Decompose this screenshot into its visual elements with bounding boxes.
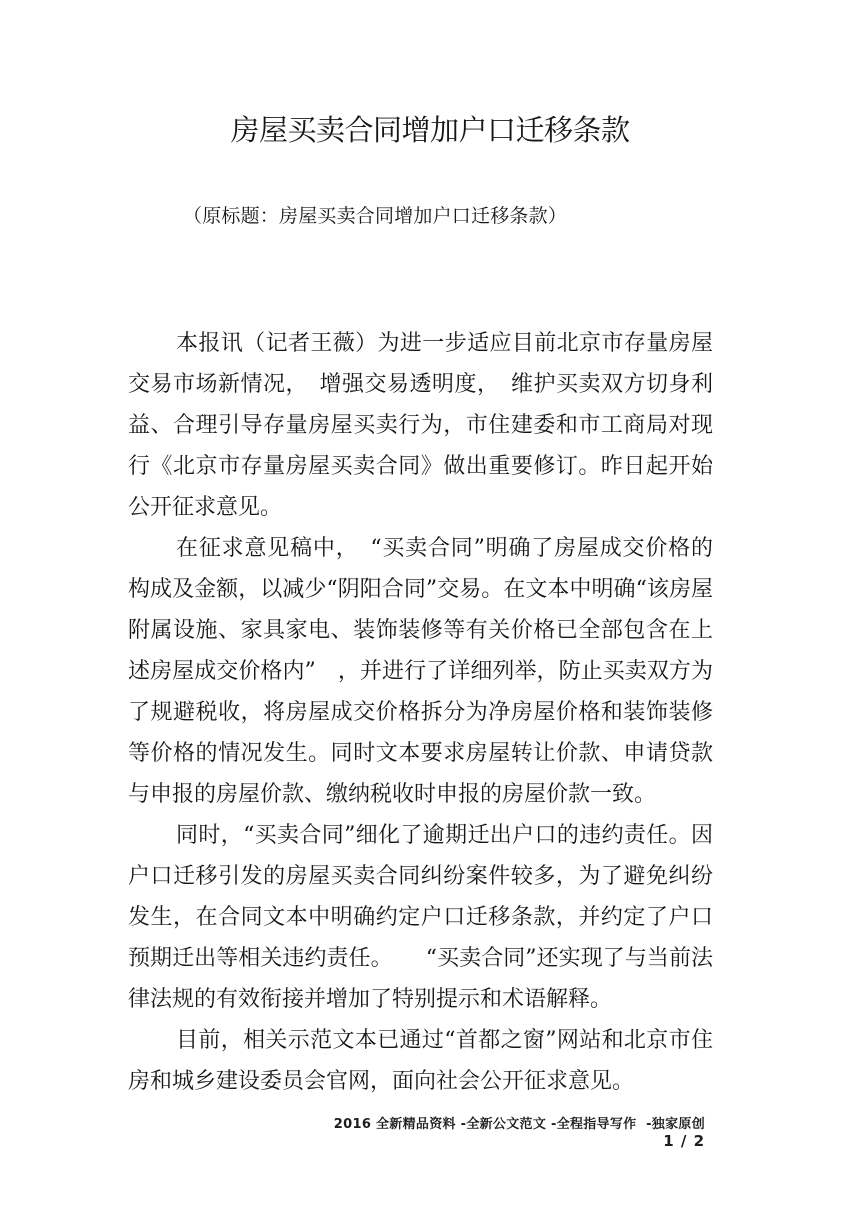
document-subtitle: （原标题：房屋买卖合同增加户口迁移条款） — [183, 205, 568, 227]
article-body — [128, 323, 713, 1102]
footer-watermark-text: 2016 全新精品资料 -全新公文范文 -全程指导写作 -独家原创 — [333, 1117, 705, 1132]
paragraph-intro: 本报讯（记者王薇）为进一步适应目前北京市存量房屋交易市场新情况， 增强交易透明度， 维护买卖双方切身利益、合理引导存量房屋买卖行为，市住建委和市工商局对现行《北京市存量房屋买卖合同》做出重要修订。昨日起开始公开征求意见。 — [128, 331, 713, 520]
paragraph-hukou-terms: 同时，“买卖合同”细化了逾期迁出户口的违约责任。因户口迁移引发的房屋买卖合同纠纷案件较多，为了避免纠纷发生，在合同文本中明确约定户口迁移条款，并约定了户口预期迁出等相关违约责任。 “买卖合同”还实现了与当前法律法规的有效衔接并增加了特别提示和术语解释。 — [128, 823, 713, 1012]
paragraph-price-terms: 在征求意见稿中， “买卖合同”明确了房屋成交价格的构成及金额，以减少“阴阳合同”交易。在文本中明确“该房屋附属设施、家具家电、装饰装修等有关价格已全部包含在上述房屋成交价格内” ，并进行了详细列举，防止买卖双方为了规避税收，将房屋成交价格拆分为净房屋价格和装饰装修等价格的情况发生。同时文本要求房屋转让价款、申请贷款与申报的房屋价款、缴纳税收时申报的房屋价款一致。 — [128, 536, 713, 807]
paragraph-public-comment: 目前，相关示范文本已通过“首都之窗”网站和北京市住房和城乡建设委员会官网，面向社会公开征求意见。 — [128, 1028, 713, 1094]
page-number: 1 / 2 — [663, 1132, 705, 1150]
page-footer — [128, 1117, 705, 1150]
document-title: 房屋买卖合同增加户口迁移条款 — [230, 113, 630, 147]
